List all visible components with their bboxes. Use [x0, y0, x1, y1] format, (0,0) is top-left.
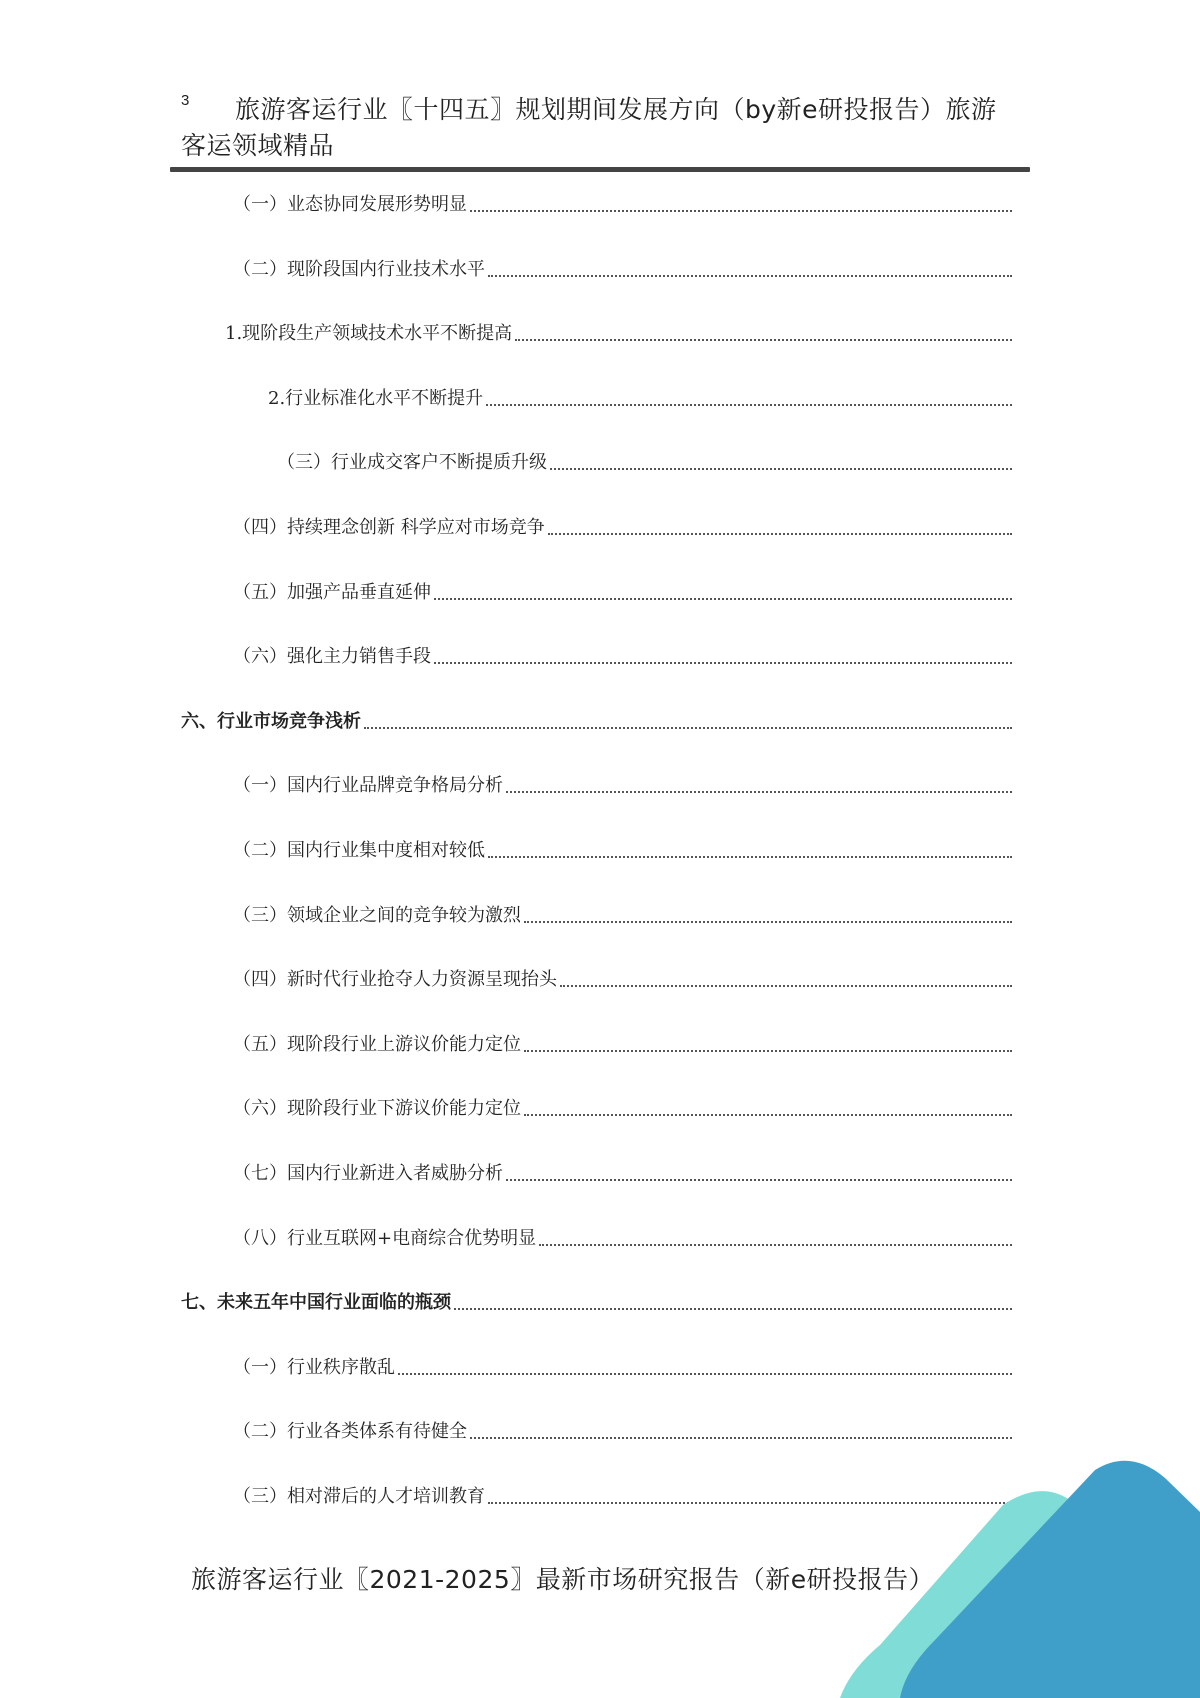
toc-entry-label: （一）行业秩序散乱 [233, 1357, 395, 1378]
toc-entry-label: 2.行业标准化水平不断提升 [268, 388, 484, 409]
toc-entry-label: 1.现阶段生产领域技术水平不断提高 [225, 323, 513, 344]
toc-entry-label: （四）新时代行业抢夺人力资源呈现抬头 [233, 969, 557, 990]
toc-entry-label: （五）加强产品垂直延伸 [233, 582, 431, 603]
toc-entry-label: （五）现阶段行业上游议价能力定位 [233, 1034, 521, 1055]
footer-title: 旅游客运行业〖2021-2025〗最新市场研究报告（新e研投报告） [191, 1565, 935, 1594]
toc-entry-label: （六）现阶段行业下游议价能力定位 [233, 1098, 521, 1119]
toc-entry-label: （二）国内行业集中度相对较低 [233, 840, 485, 861]
page-number: 3 [181, 92, 190, 109]
toc-entry-label: （二）行业各类体系有待健全 [233, 1421, 467, 1442]
toc-entry-label: 七、未来五年中国行业面临的瓶颈 [181, 1292, 451, 1313]
toc-entry-label: （三）领域企业之间的竞争较为激烈 [233, 905, 521, 926]
toc-entry-label: （八）行业互联网+电商综合优势明显 [233, 1228, 537, 1249]
toc-entry-label: 六、行业市场竞争浅析 [181, 711, 361, 732]
toc-entry-label: （三）行业成交客户不断提质升级 [277, 452, 547, 473]
toc-entry-label: （二）现阶段国内行业技术水平 [233, 259, 485, 280]
toc-entry-label: （一）业态协同发展形势明显 [233, 194, 467, 215]
toc-entry-label: （七）国内行业新进入者威胁分析 [233, 1163, 503, 1184]
toc-entry-label: （六）强化主力销售手段 [233, 646, 431, 667]
toc-entry-label: （一）国内行业品牌竞争格局分析 [233, 775, 503, 796]
toc-entry-label: （四）持续理念创新 科学应对市场竞争 [233, 517, 545, 538]
header-title: 旅游客运行业〖十四五〗规划期间发展方向（by新e研投报告）旅游客运领域精品 [181, 95, 997, 160]
toc-entry-label: （三）相对滞后的人才培训教育 [233, 1486, 485, 1507]
